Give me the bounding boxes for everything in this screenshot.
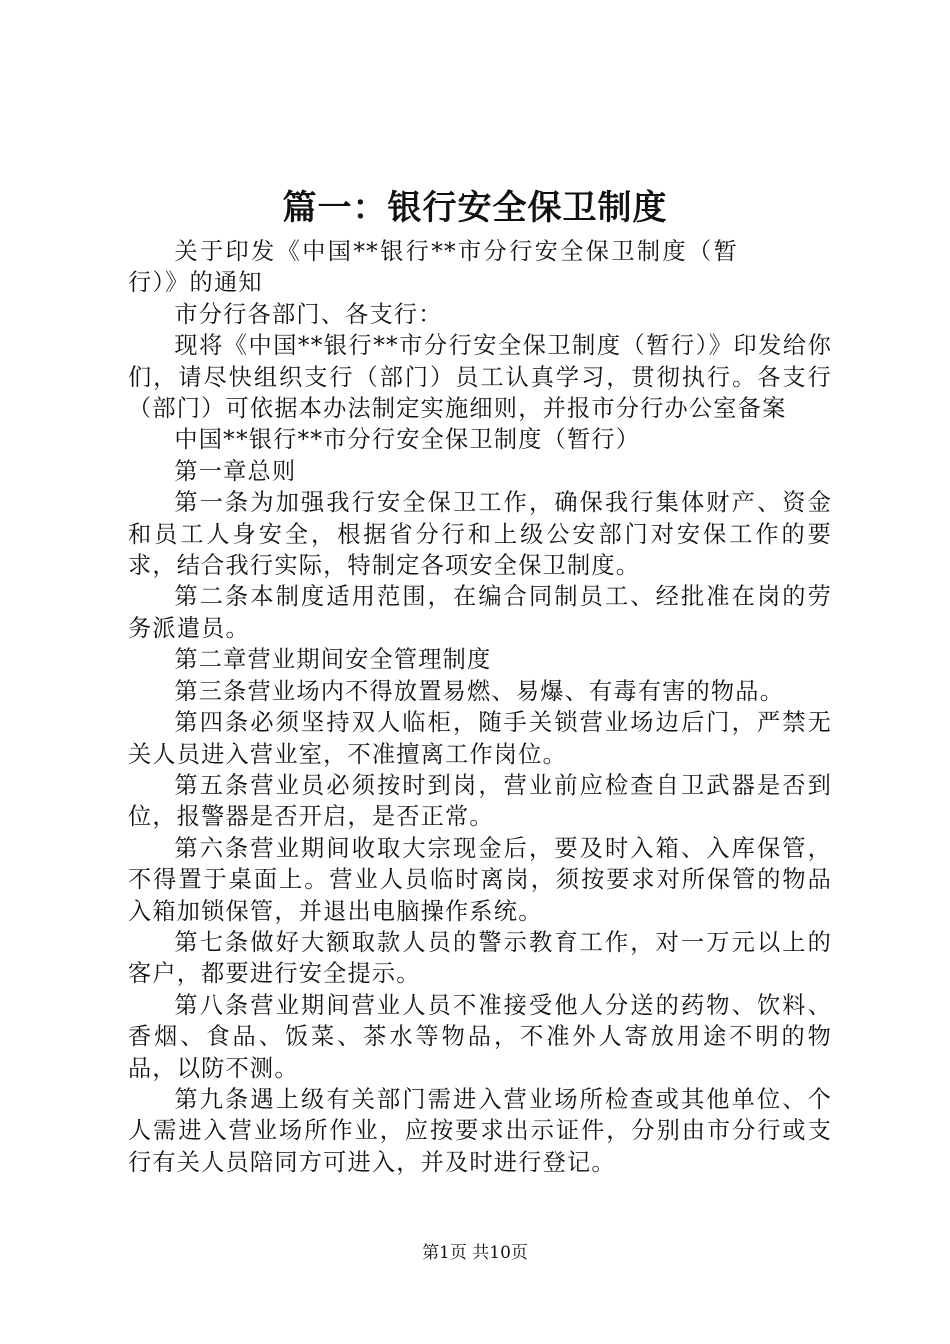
paragraph-article-6: 第六条营业期间收取大宗现金后，要及时入箱、入库保管，不得置于桌面上。营业人员临时离岗，须按要求对所保管的物品入箱加锁保管，并退出电脑操作系统。 bbox=[128, 834, 832, 925]
document-body bbox=[128, 236, 832, 1178]
paragraph-article-5: 第五条营业员必须按时到岗，营业前应检查自卫武器是否到位，报警器是否开启，是否正常。 bbox=[128, 771, 832, 831]
paragraph-article-2: 第二条本制度适用范围，在编合同制员工、经批准在岗的劳务派遣员。 bbox=[128, 583, 832, 642]
paragraph-article-9: 第九条遇上级有关部门需进入营业场所检查或其他单位、个人需进入营业场所作业，应按要求出示证件，分别由市分行或支行有关人员陪同方可进入，并及时进行登记。 bbox=[128, 1085, 832, 1176]
paragraph-article-8: 第八条营业期间营业人员不准接受他人分送的药物、饮料、香烟、食品、饭菜、茶水等物品，不准外人寄放用途不明的物品，以防不测。 bbox=[128, 991, 832, 1082]
paragraph-regulation-title: 中国**银行**市分行安全保卫制度（暂行） bbox=[174, 426, 641, 454]
paragraph-notice-title: 关于印发《中国**银行**市分行安全保卫制度（暂行）》的通知 bbox=[128, 238, 738, 297]
paragraph-article-1: 第一条为加强我行安全保卫工作，确保我行集体财产、资金和员工人身安全，根据省分行和上级公安部门对安保工作的要求，结合我行实际，特制定各项安全保卫制度。 bbox=[128, 489, 832, 580]
paragraph-chapter-1: 第一章总则 bbox=[174, 457, 297, 485]
page-number: 第1页 共10页 bbox=[422, 1243, 528, 1263]
paragraph-recipients: 市分行各部门、各支行： bbox=[174, 300, 443, 328]
paragraph-intro: 现将《中国**银行**市分行安全保卫制度（暂行）》印发给你们，请尽快组织支行（部门）员工认真学习，贯彻执行。各支行（部门）可依据本办法制定实施细则，并报市分行办公室备案 bbox=[128, 332, 832, 423]
paragraph-article-4: 第四条必须坚持双人临柜，随手关锁营业场边后门，严禁无关人员进入营业室，不准擅离工作岗位。 bbox=[128, 709, 832, 768]
document-title: 篇一：银行安全保卫制度 bbox=[282, 188, 668, 228]
paragraph-article-7: 第七条做好大额取款人员的警示教育工作，对一万元以上的客户，都要进行安全提示。 bbox=[128, 928, 832, 988]
paragraph-article-3: 第三条营业场内不得放置易燃、易爆、有毒有害的物品。 bbox=[174, 677, 785, 705]
paragraph-chapter-2: 第二章营业期间安全管理制度 bbox=[174, 646, 492, 674]
